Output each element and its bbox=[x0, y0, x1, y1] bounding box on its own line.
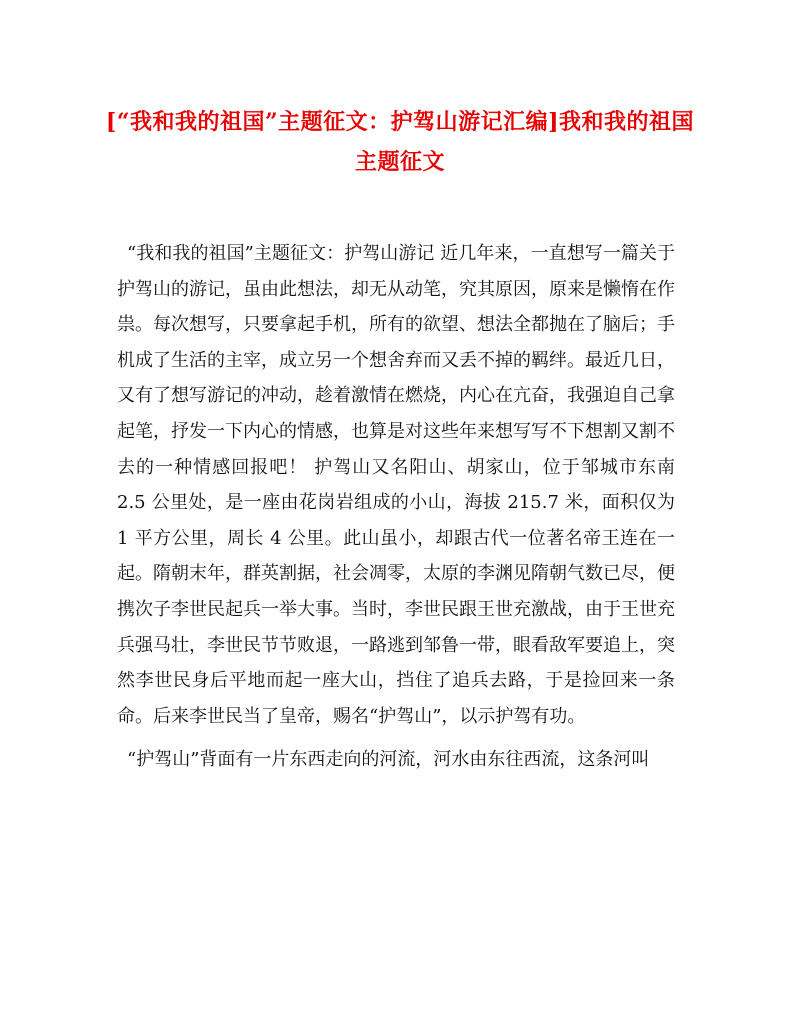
document-body bbox=[117, 236, 675, 778]
paragraph-1: “我和我的祖国”主题征文：护驾山游记 近几年来，一直想写一篇关于护驾山的游记，虽由此想法，却无从动笔，究其原因，原来是懒惰在作祟。每次想写，只要拿起手机，所有的欲望、想法全都抛在了脑后；手机成了生活的主宰，成立另一个想舍弃而又丢不掉的羁绊。最近几日，又有了想写游记的冲动，趁着激情在燃烧，内心在亢奋，我强迫自己拿起笔，抒发一下内心的情感，也算是对这些年来想写写不下想割又割不去的一种情感回报吧！ 护驾山又名阳山、胡家山，位于邹城市东南 2.5 公里处，是一座由花岗岩组成的小山，海拔 215.7 米，面积仅为 1 平方公里，周长 4 公里。此山虽小，却跟古代一位著名帝王连在一起。隋朝末年，群英割据，社会凋零，太原的李渊见隋朝气数已尽，便携次子李世民起兵一举大事。当时，李世民跟王世充激战，由于王世充兵强马壮，李世民节节败退，一路逃到邹鲁一带，眼看敌军要追上，突然李世民身后平地而起一座大山，挡住了追兵去路，于是捡回来一条命。后来李世民当了皇帝，赐名“护驾山”，以示护驾有功。 bbox=[117, 243, 675, 727]
paragraph-2: “护驾山”背面有一片东西走向的河流，河水由东往西流，这条河叫 bbox=[127, 749, 650, 771]
document-title: [“我和我的祖国”主题征文：护驾山游记汇编]我和我的祖国主题征文 bbox=[105, 109, 695, 175]
